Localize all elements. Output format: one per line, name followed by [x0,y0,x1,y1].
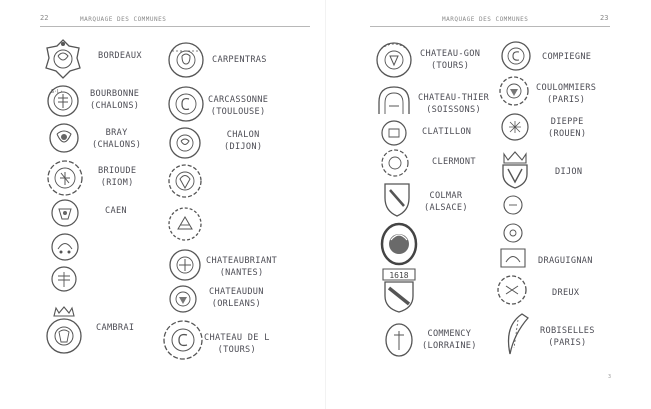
entry-label: CHATEAUDUN (ORLEANS) [209,287,264,309]
right-header-rule [370,26,610,27]
draguignan-seal-icon [498,246,528,270]
chateaudun-seal-icon [168,284,198,314]
entry-label: ROBISELLES (PARIS) [540,326,595,348]
cambrai-seal-icon [44,304,84,356]
entry-label: DRAGUIGNAN [538,256,593,266]
brioude-seal-icon [45,158,85,198]
entry-label: BRIOUDE (RIOM) [98,166,137,188]
chateau-de-l-seal-icon [162,316,204,364]
unlabeled-seal-icon [502,222,524,244]
unlabeled-seal-icon [166,205,204,243]
entry-label: CARPENTRAS [212,55,267,65]
carpentras-seal-icon [166,40,206,80]
chateaubriant-seal-icon [168,248,202,282]
entry-label: BRAY (CHALONS) [92,128,142,150]
entry-label: BOURBONNE (CHALONS) [90,89,140,111]
right-page [326,0,651,409]
carcassonne-seal-icon [166,84,206,124]
commency-seal-icon [384,322,414,358]
stamp-date: 1618 [389,271,409,280]
right-running-head: MARQUAGE DES COMMUNES [442,16,529,23]
entry-label: CHATEAUBRIANT (NANTES) [206,256,278,278]
entry-label: CHATEAU-GON (TOURS) [420,49,481,71]
svg-text:S·L·: S·L· [51,89,64,95]
dunkerque-crescent-icon [500,312,532,356]
left-running-head: MARQUAGE DES COMMUNES [80,16,167,23]
clermont-seal-icon [380,148,410,178]
dieppe-seal-icon [500,112,530,142]
chateau-thier-seal-icon [376,84,412,116]
entry-label: COMMENCY (LORRAINE) [422,329,477,351]
entry-label: CAMBRAI [96,323,135,333]
unlabeled-seal-icon [50,264,78,294]
dreux-seal-icon [496,274,528,306]
chalon-seal-icon [168,126,202,160]
entry-label: COMPIEGNE [542,52,592,62]
compiegne-seal-icon [500,40,532,72]
footer-mark: 3 [608,374,612,380]
entry-label: COULOMMIERS (PARIS) [536,83,597,105]
entry-label: CLATILLON [422,127,472,137]
entry-label: BORDEAUX [98,51,142,61]
unlabeled-seal-icon [50,232,80,262]
dated-shield-seal-icon [380,266,418,314]
entry-label: CHALON (DIJON) [224,130,263,152]
entry-label: DIJON [555,167,583,177]
dijon-crown-seal-icon [498,148,532,190]
entry-label: CAEN [105,206,127,216]
bordeaux-seal-icon [44,38,82,80]
coulommiers-seal-icon [498,74,530,108]
entry-label: DREUX [552,288,580,298]
wreath-seal-icon [380,222,418,266]
chateau-gon-seal-icon [374,40,414,80]
entry-label: COLMAR (ALSACE) [424,191,468,213]
entry-label: DIEPPE (ROUEN) [548,117,587,139]
entry-label: CHATEAU DE L (TOURS) [204,333,270,355]
bourbonne-seal-icon [46,84,80,118]
unlabeled-seal-icon [166,162,204,200]
right-page-number: 23 [600,14,609,22]
colmar-shield-icon [382,180,412,218]
left-header-rule [40,26,310,27]
caen-seal-icon [50,198,80,228]
entry-label: CHATEAU-THIER (SOISSONS) [418,93,490,115]
unlabeled-seal-icon [502,194,524,216]
entry-label: CLERMONT [432,157,476,167]
entry-label: CARCASSONNE (TOULOUSE) [208,95,269,117]
clatillon-seal-icon [380,119,408,147]
bray-seal-icon [48,122,80,154]
left-page-number: 22 [40,14,49,22]
